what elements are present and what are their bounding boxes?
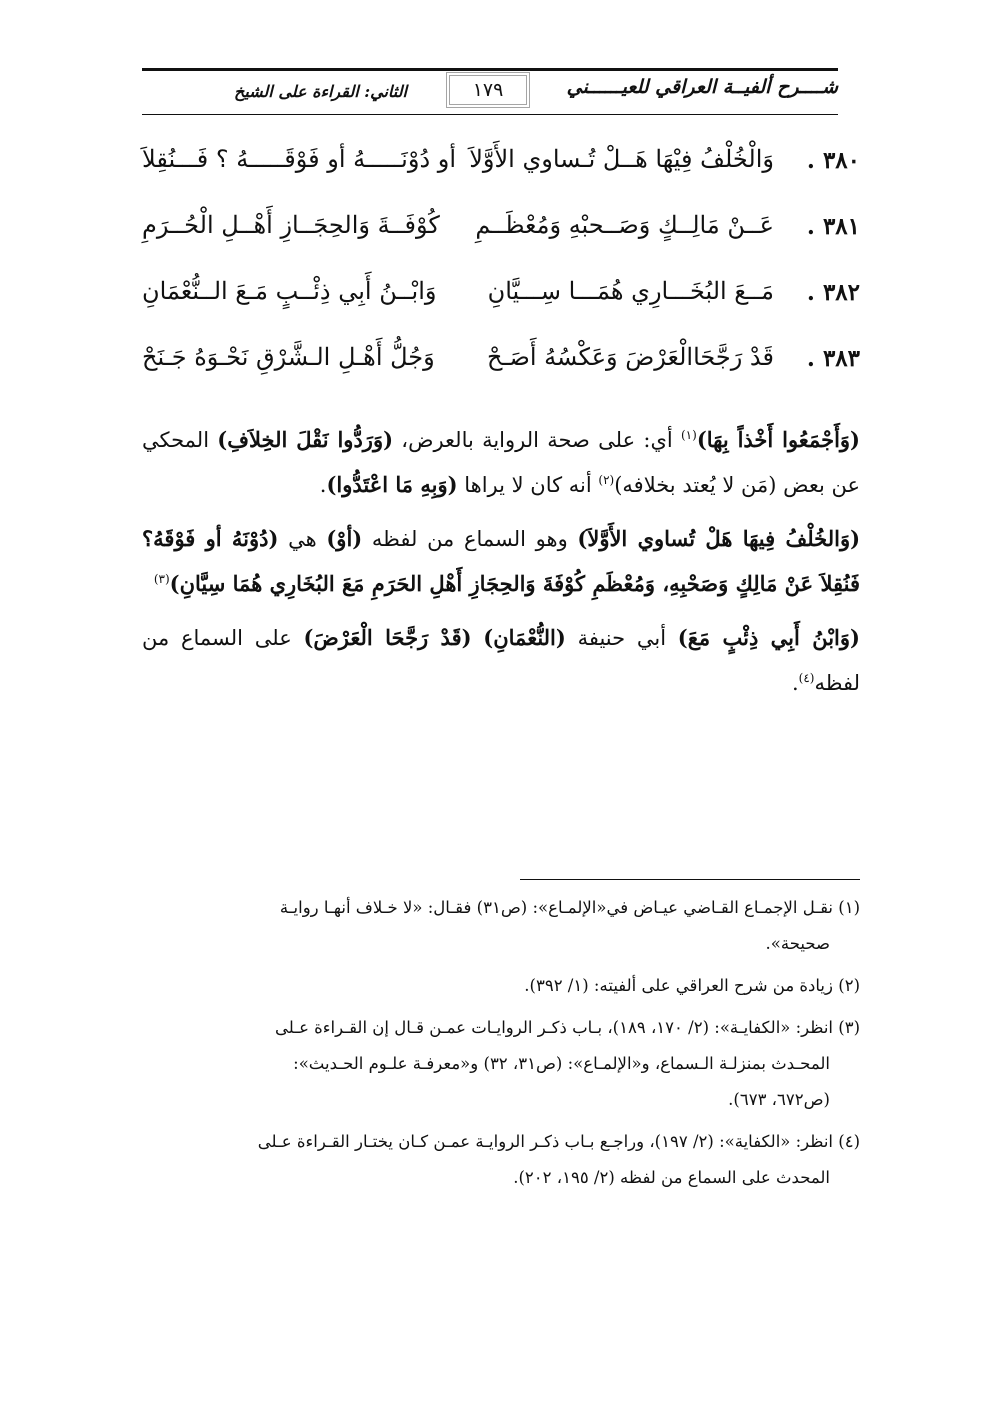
commentary-paragraph xyxy=(142,415,860,505)
commentary-text: المحكي عن بعض (مَن لا يُعتد بخلافه) xyxy=(142,428,860,497)
header-top-rule xyxy=(142,68,838,71)
commentary-text: أنه كان لا يراها xyxy=(457,473,599,497)
verse-first-hemistich: قَدْ رَجَّحَاالْعَرْضَ وَعَكْسُهُ أَصَـحْ xyxy=(486,343,774,371)
commentary-text: هي xyxy=(278,527,327,551)
quoted-verse-text: (وَابْنُ أَبِي ذِئْبٍ مَعَ) xyxy=(677,625,860,650)
footnote-ref[interactable]: (٣) xyxy=(153,572,170,586)
commentary-text xyxy=(472,626,484,650)
quoted-verse-text: (وَبِهِ مَا اعْتَدُّوا) xyxy=(326,472,458,497)
verse-number: ٣٨٠ . xyxy=(806,147,860,174)
verse-380 xyxy=(142,135,860,201)
footnote-text-continued: صحيحة». xyxy=(765,934,830,953)
verse-first-hemistich: مَــعَ البُخَـــارِي هُمَـــا سِـــيَّانِ xyxy=(487,277,774,305)
footnote-4 xyxy=(142,1124,860,1196)
verse-first-hemistich: وَالْخُلْفُ فِيْهَا هَــلْ تُـساوي الأَوَّلاَ xyxy=(469,145,774,173)
verse-second-hemistich: وَجُلُّ أَهْـلِ الـشَّرْقِ نَحْـوَهُ جَـنَحْ xyxy=(142,343,435,371)
commentary xyxy=(142,415,860,717)
commentary-text: أي: على صحة الرواية بالعرض، xyxy=(393,428,681,452)
commentary-paragraph xyxy=(142,519,860,604)
quoted-verse-text: (أوْ) xyxy=(326,526,363,551)
quoted-verse-text: (دُوْنَهُ أو فَوْقَهُ؟ فَنُقِلاَ عَنْ مَالِكٍ وَصَحْبِهِ، وَمُعْظَمِ كُوْفَةَ وَالحِجَازِ أَهْلِ الحَرَمِ مَعَ البُخَارِي هُمَا سِيَّانِ) xyxy=(142,526,860,596)
commentary-text: . xyxy=(791,671,799,695)
footnote-separator xyxy=(520,879,860,880)
footnote-ref[interactable]: (٤) xyxy=(798,671,815,685)
quoted-verse-text: (قَدْ رَجَّحَا الْعَرْضَ) xyxy=(303,625,472,650)
running-header xyxy=(142,68,838,120)
commentary-text: وهو السماع من لفظه xyxy=(362,527,578,551)
quoted-verse-text: (وَرَدُّوا نَقْلَ الخِلاَفِ) xyxy=(217,427,394,452)
footnote-ref[interactable]: (٢) xyxy=(598,473,615,487)
footnote-text: (٣) انظر: «الكفايـة»: (٢/ ١٧٠، ١٨٩)، بـاب ذكـر الروايـات عمـن قـال إن القـراءة عـلى xyxy=(275,1018,860,1037)
quoted-verse-text: (وَأَجْمَعُوا أَخْذاً بِهَا) xyxy=(696,427,860,452)
footnote-text: (١) نقـل الإجمـاع القـاضي عيـاض في«الإلمـاع»: (ص٣١) فقـال: «لا خـلاف أنهـا روايـة xyxy=(279,898,860,917)
commentary-paragraph xyxy=(142,618,860,703)
header-bottom-rule xyxy=(142,114,838,115)
quoted-verse-text: (وَالخُلْفُ فِيهَا هَلْ تُساوي الأَوَّلاَ) xyxy=(577,526,861,551)
footnote-3 xyxy=(142,1010,860,1118)
verse-number: ٣٨٢ . xyxy=(806,279,860,306)
footnotes xyxy=(142,890,860,1202)
verse-382 xyxy=(142,267,860,333)
verse-381 xyxy=(142,201,860,267)
verse-second-hemistich: أو دُوْنَـــــهُ أو فَوْقَـــــهُ ؟ فَـــنُقِلاَ xyxy=(142,145,457,173)
page-number: ١٧٩ xyxy=(446,72,530,108)
verse-second-hemistich: وَابْــنُ أَبِي ذِئْــبٍ مَـعَ الــنُّعْمَانِ xyxy=(142,277,437,305)
commentary-text: على السماع من لفظه xyxy=(142,626,860,695)
verse-block xyxy=(142,135,860,399)
footnote-1 xyxy=(142,890,860,962)
footnote-text-continued: (ص٦٧٢، ٦٧٣). xyxy=(728,1090,830,1109)
footnote-text-continued: المحدث على السماع من لفظه (٢/ ١٩٥، ٢٠٢). xyxy=(513,1168,830,1187)
chapter-title: الثاني: القراءة على الشيخ xyxy=(234,82,407,101)
footnote-text: (٤) انظر: «الكفاية»: (٢/ ١٩٧)، وراجـع بـاب ذكـر الروايـة عمـن كـان يختـار القـراءة عـلى xyxy=(257,1132,860,1151)
commentary-text: . xyxy=(319,473,327,497)
commentary-text: أبي حنيفة xyxy=(565,626,678,650)
verse-number: ٣٨١ . xyxy=(806,213,860,240)
quoted-verse-text: (النُّعْمَانِ) xyxy=(483,625,566,650)
footnote-ref[interactable]: (١) xyxy=(680,428,697,442)
verse-first-hemistich: عَــنْ مَالِــكٍ وَصَــحبْهِ وَمُعْظَــمِ xyxy=(475,211,774,239)
footnote-text: (٢) زيادة من شرح العراقي على ألفيته: (١/ ٣٩٢). xyxy=(524,976,860,995)
footnote-text-continued: المحـدث بمنزلـة الـسماع، و«الإلمـاع»: (ص٣١، ٣٢) و«معرفـة علـوم الحـديث»: xyxy=(293,1054,830,1073)
footnote-2 xyxy=(142,968,860,1004)
book-title: شــــرح ألفيــة العراقي للعيــــــني xyxy=(566,76,838,98)
verse-second-hemistich: كُوْفَــةَ وَالحِجَــازِ أَهْــلِ الْحُــرَمِ xyxy=(142,211,440,239)
verse-383 xyxy=(142,333,860,399)
verse-number: ٣٨٣ . xyxy=(806,345,860,372)
